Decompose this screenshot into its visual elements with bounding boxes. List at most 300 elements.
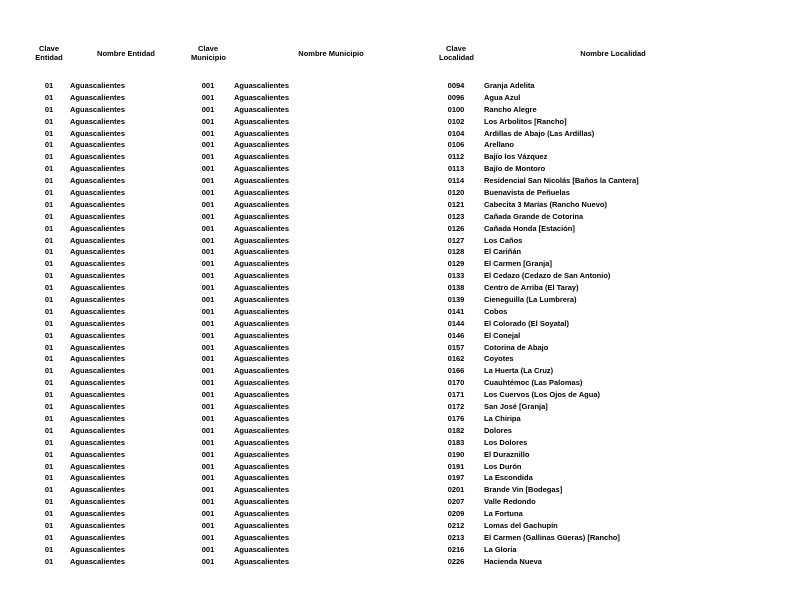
column-header-clave-localidad [434,44,478,62]
cell-nombre-localidad: Los Arbolitos [Rancho] [484,116,567,126]
cell-clave-entidad: 01 [44,259,54,269]
table-row [34,389,792,401]
cell-nombre-municipio: Aguascalientes [234,223,290,233]
table-row [34,508,792,520]
cell-clave-municipio: 001 [201,211,215,221]
table-row [34,520,792,532]
column-header-clave-municipio-label: Clave Municipio [191,44,226,62]
column-header-nombre-entidad [64,49,188,58]
cell-nombre-entidad: Aguascalientes [70,509,126,519]
cell-nombre-localidad: La Huerta (La Cruz) [484,366,554,376]
cell-clave-municipio: 001 [201,342,215,352]
cell-nombre-entidad: Aguascalientes [70,81,126,90]
cell-nombre-entidad: Aguascalientes [70,413,126,423]
cell-nombre-entidad: Aguascalientes [70,247,126,257]
column-header-nombre-entidad-label: Nombre Entidad [97,48,155,58]
cell-nombre-localidad: Valle Redondo [484,497,536,507]
cell-clave-municipio: 001 [201,425,215,435]
cell-clave-municipio: 001 [201,81,215,90]
cell-clave-localidad: 0191 [447,461,465,471]
cell-clave-municipio: 001 [201,461,215,471]
cell-nombre-municipio: Aguascalientes [234,509,290,519]
table-row [34,306,792,318]
cell-nombre-entidad: Aguascalientes [70,152,126,162]
cell-nombre-municipio: Aguascalientes [234,354,290,364]
cell-clave-municipio: 001 [201,140,215,150]
cell-clave-entidad: 01 [44,104,54,114]
cell-nombre-municipio: Aguascalientes [234,92,290,102]
cell-clave-localidad: 0201 [447,485,465,495]
cell-nombre-municipio: Aguascalientes [234,81,290,90]
table-row [34,365,792,377]
cell-clave-municipio: 001 [201,413,215,423]
cell-clave-entidad: 01 [44,342,54,352]
cell-clave-entidad: 01 [44,188,54,198]
cell-clave-localidad: 0212 [447,520,465,530]
cell-clave-municipio: 001 [201,223,215,233]
cell-clave-localidad: 0170 [447,378,465,388]
cell-nombre-municipio: Aguascalientes [234,306,290,316]
cell-clave-municipio: 001 [201,402,215,412]
cell-nombre-entidad: Aguascalientes [70,283,126,293]
cell-clave-localidad: 0126 [447,223,465,233]
cell-clave-localidad: 0213 [447,532,465,542]
cell-nombre-entidad: Aguascalientes [70,295,126,305]
cell-clave-municipio: 001 [201,390,215,400]
column-header-clave-entidad [34,44,64,62]
cell-clave-entidad: 01 [44,354,54,364]
cell-clave-municipio: 001 [201,330,215,340]
cell-clave-municipio: 001 [201,116,215,126]
cell-clave-municipio: 001 [201,366,215,376]
cell-clave-municipio: 001 [201,247,215,257]
table-row [34,128,792,140]
cell-nombre-localidad: El Carmen [Granja] [484,259,552,269]
cell-nombre-entidad: Aguascalientes [70,342,126,352]
cell-nombre-municipio: Aguascalientes [234,152,290,162]
cell-nombre-municipio: Aguascalientes [234,140,290,150]
table-row [34,461,792,473]
table-row [34,377,792,389]
cell-clave-municipio: 001 [201,509,215,519]
cell-nombre-localidad: Rancho Alegre [484,104,537,114]
cell-clave-localidad: 0166 [447,366,465,376]
cell-clave-entidad: 01 [44,520,54,530]
table-row [34,187,792,199]
cell-clave-entidad: 01 [44,544,54,554]
cell-nombre-municipio: Aguascalientes [234,497,290,507]
cell-clave-localidad: 0226 [447,556,465,566]
cell-clave-municipio: 001 [201,152,215,162]
cell-nombre-municipio: Aguascalientes [234,176,290,186]
table-row [34,92,792,104]
cell-nombre-localidad: Bajío de Montoro [484,164,546,174]
cell-nombre-municipio: Aguascalientes [234,485,290,495]
cell-clave-municipio: 001 [201,128,215,138]
cell-clave-entidad: 01 [44,425,54,435]
cell-nombre-entidad: Aguascalientes [70,437,126,447]
cell-nombre-localidad: El Cariñán [484,247,522,257]
cell-nombre-municipio: Aguascalientes [234,532,290,542]
cell-clave-municipio: 001 [201,306,215,316]
cell-clave-localidad: 0104 [447,128,465,138]
cell-nombre-localidad: El Duraznillo [484,449,530,459]
cell-clave-municipio: 001 [201,437,215,447]
table-row [34,104,792,116]
cell-nombre-municipio: Aguascalientes [234,164,290,174]
cell-clave-entidad: 01 [44,283,54,293]
cell-clave-localidad: 0128 [447,247,465,257]
cell-nombre-entidad: Aguascalientes [70,402,126,412]
cell-nombre-entidad: Aguascalientes [70,176,126,186]
cell-nombre-municipio: Aguascalientes [234,402,290,412]
cell-nombre-municipio: Aguascalientes [234,271,290,281]
cell-clave-localidad: 0146 [447,330,465,340]
cell-nombre-localidad: Cañada Grande de Cotorina [484,211,584,221]
table-row [34,449,792,461]
cell-nombre-municipio: Aguascalientes [234,473,290,483]
cell-nombre-localidad: Los Cuervos (Los Ojos de Agua) [484,390,600,400]
cell-clave-entidad: 01 [44,247,54,257]
cell-clave-entidad: 01 [44,402,54,412]
table-row [34,211,792,223]
table-row [34,199,792,211]
cell-clave-localidad: 0114 [447,176,465,186]
cell-clave-entidad: 01 [44,223,54,233]
cell-nombre-entidad: Aguascalientes [70,271,126,281]
cell-nombre-municipio: Aguascalientes [234,449,290,459]
cell-nombre-entidad: Aguascalientes [70,520,126,530]
cell-nombre-entidad: Aguascalientes [70,366,126,376]
cell-clave-localidad: 0144 [447,318,465,328]
table-header-row [34,40,792,66]
cell-nombre-localidad: Centro de Arriba (El Taray) [484,283,579,293]
cell-clave-localidad: 0182 [447,425,465,435]
cell-clave-localidad: 0176 [447,413,465,423]
cell-nombre-municipio: Aguascalientes [234,295,290,305]
cell-nombre-localidad: Cuauhtémoc (Las Palomas) [484,378,583,388]
cell-nombre-localidad: La Gloria [484,544,517,554]
cell-nombre-municipio: Aguascalientes [234,259,290,269]
column-header-clave-localidad-label: Clave Localidad [439,44,475,62]
cell-clave-municipio: 001 [201,354,215,364]
cell-clave-entidad: 01 [44,449,54,459]
cell-clave-entidad: 01 [44,92,54,102]
cell-nombre-entidad: Aguascalientes [70,425,126,435]
cell-clave-localidad: 0123 [447,211,465,221]
table-row [34,472,792,484]
cell-clave-entidad: 01 [44,473,54,483]
cell-clave-municipio: 001 [201,235,215,245]
cell-nombre-localidad: Arellano [484,140,515,150]
cell-nombre-entidad: Aguascalientes [70,199,126,209]
table-rows [34,80,792,568]
cell-nombre-localidad: Cabecita 3 Marías (Rancho Nuevo) [484,199,607,209]
cell-nombre-municipio: Aguascalientes [234,128,290,138]
cell-clave-entidad: 01 [44,413,54,423]
cell-nombre-entidad: Aguascalientes [70,354,126,364]
cell-nombre-localidad: Residencial San Nicolás [Baños la Cantera] [484,176,639,186]
cell-nombre-entidad: Aguascalientes [70,92,126,102]
table-row [34,484,792,496]
cell-clave-localidad: 0120 [447,188,465,198]
cell-nombre-entidad: Aguascalientes [70,532,126,542]
cell-nombre-entidad: Aguascalientes [70,390,126,400]
cell-clave-municipio: 001 [201,104,215,114]
table-row [34,116,792,128]
column-header-nombre-localidad-label: Nombre Localidad [580,48,646,58]
cell-nombre-localidad: Ardillas de Abajo (Las Ardillas) [484,128,595,138]
cell-clave-localidad: 0183 [447,437,465,447]
cell-nombre-localidad: Cobos [484,306,508,316]
table-row [34,353,792,365]
cell-clave-entidad: 01 [44,176,54,186]
cell-clave-entidad: 01 [44,509,54,519]
cell-nombre-municipio: Aguascalientes [234,461,290,471]
cell-clave-municipio: 001 [201,283,215,293]
cell-clave-entidad: 01 [44,199,54,209]
cell-nombre-localidad: Cañada Honda [Estación] [484,223,575,233]
cell-nombre-localidad: Dolores [484,425,512,435]
table-row [34,425,792,437]
table-row [34,496,792,508]
table-row [34,413,792,425]
cell-clave-localidad: 0190 [447,449,465,459]
cell-nombre-entidad: Aguascalientes [70,378,126,388]
table-row [34,294,792,306]
table-row [34,163,792,175]
cell-nombre-localidad: Los Caños [484,235,523,245]
cell-clave-entidad: 01 [44,128,54,138]
cell-clave-localidad: 0141 [447,306,465,316]
cell-nombre-entidad: Aguascalientes [70,449,126,459]
cell-clave-municipio: 001 [201,378,215,388]
cell-clave-entidad: 01 [44,164,54,174]
cell-nombre-localidad: El Conejal [484,330,521,340]
cell-nombre-entidad: Aguascalientes [70,235,126,245]
cell-nombre-localidad: El Colorado (El Soyatal) [484,318,570,328]
table-row [34,544,792,556]
cell-clave-municipio: 001 [201,497,215,507]
column-header-clave-entidad-label: Clave Entidad [35,44,63,62]
cell-nombre-localidad: Los Durón [484,461,522,471]
cell-clave-municipio: 001 [201,199,215,209]
cell-clave-entidad: 01 [44,532,54,542]
cell-nombre-entidad: Aguascalientes [70,485,126,495]
cell-clave-localidad: 0106 [447,140,465,150]
cell-nombre-localidad: Cieneguilla (La Lumbrera) [484,295,577,305]
cell-nombre-entidad: Aguascalientes [70,306,126,316]
cell-nombre-municipio: Aguascalientes [234,188,290,198]
cell-clave-localidad: 0139 [447,295,465,305]
table-row [34,175,792,187]
cell-clave-entidad: 01 [44,211,54,221]
cell-nombre-entidad: Aguascalientes [70,473,126,483]
cell-nombre-entidad: Aguascalientes [70,461,126,471]
cell-clave-entidad: 01 [44,318,54,328]
cell-clave-entidad: 01 [44,378,54,388]
cell-clave-entidad: 01 [44,152,54,162]
cell-nombre-municipio: Aguascalientes [234,283,290,293]
cell-clave-entidad: 01 [44,116,54,126]
cell-clave-entidad: 01 [44,140,54,150]
cell-clave-localidad: 0209 [447,509,465,519]
cell-clave-localidad: 0207 [447,497,465,507]
column-header-clave-municipio [188,44,228,62]
cell-nombre-municipio: Aguascalientes [234,520,290,530]
cell-nombre-localidad: Hacienda Nueva [484,556,542,566]
cell-nombre-localidad: El Cedazo (Cedazo de San Antonio) [484,271,611,281]
column-header-nombre-municipio [228,49,434,58]
cell-clave-localidad: 0112 [447,152,465,162]
cell-nombre-localidad: Brande Vin [Bodegas] [484,485,563,495]
cell-clave-localidad: 0127 [447,235,465,245]
cell-clave-localidad: 0138 [447,283,465,293]
cell-clave-municipio: 001 [201,188,215,198]
table-row [34,258,792,270]
cell-nombre-entidad: Aguascalientes [70,544,126,554]
cell-clave-entidad: 01 [44,461,54,471]
cell-clave-localidad: 0157 [447,342,465,352]
cell-nombre-entidad: Aguascalientes [70,556,126,566]
cell-nombre-municipio: Aguascalientes [234,104,290,114]
cell-nombre-entidad: Aguascalientes [70,140,126,150]
cell-clave-localidad: 0096 [447,92,465,102]
cell-nombre-municipio: Aguascalientes [234,235,290,245]
cell-nombre-municipio: Aguascalientes [234,199,290,209]
cell-nombre-municipio: Aguascalientes [234,366,290,376]
column-header-nombre-municipio-label: Nombre Municipio [298,48,364,58]
cell-nombre-municipio: Aguascalientes [234,116,290,126]
table-row [34,437,792,449]
table-row [34,246,792,258]
cell-clave-municipio: 001 [201,449,215,459]
cell-nombre-localidad: Cotorina de Abajo [484,342,549,352]
cell-clave-localidad: 0133 [447,271,465,281]
cell-nombre-entidad: Aguascalientes [70,104,126,114]
column-header-nombre-localidad [478,49,748,58]
cell-clave-entidad: 01 [44,330,54,340]
cell-clave-localidad: 0129 [447,259,465,269]
cell-clave-entidad: 01 [44,390,54,400]
cell-clave-localidad: 0216 [447,544,465,554]
cell-clave-localidad: 0162 [447,354,465,364]
cell-clave-entidad: 01 [44,366,54,376]
cell-clave-localidad: 0121 [447,199,465,209]
cell-nombre-municipio: Aguascalientes [234,247,290,257]
cell-nombre-municipio: Aguascalientes [234,544,290,554]
cell-nombre-localidad: Lomas del Gachupín [484,520,558,530]
cell-nombre-municipio: Aguascalientes [234,390,290,400]
cell-clave-localidad: 0172 [447,402,465,412]
cell-nombre-localidad: Agua Azul [484,92,521,102]
table-row [34,556,792,568]
cell-nombre-entidad: Aguascalientes [70,330,126,340]
cell-nombre-municipio: Aguascalientes [234,318,290,328]
cell-clave-municipio: 001 [201,532,215,542]
cell-clave-municipio: 001 [201,556,215,566]
cell-nombre-localidad: Buenavista de Peñuelas [484,188,570,198]
table-row [34,151,792,163]
cell-clave-entidad: 01 [44,306,54,316]
cell-clave-localidad: 0094 [447,81,465,90]
cell-clave-municipio: 001 [201,544,215,554]
cell-nombre-localidad: Los Dolores [484,437,528,447]
cell-nombre-localidad: San José [Granja] [484,402,548,412]
table-row [34,318,792,330]
cell-clave-municipio: 001 [201,164,215,174]
cell-nombre-municipio: Aguascalientes [234,413,290,423]
cell-nombre-entidad: Aguascalientes [70,223,126,233]
cell-clave-municipio: 001 [201,473,215,483]
cell-nombre-entidad: Aguascalientes [70,164,126,174]
cell-clave-localidad: 0113 [447,164,465,174]
table-row [34,532,792,544]
cell-clave-entidad: 01 [44,485,54,495]
cell-clave-entidad: 01 [44,295,54,305]
cell-nombre-municipio: Aguascalientes [234,342,290,352]
table-row [34,330,792,342]
cell-nombre-localidad: La Escondida [484,473,533,483]
cell-clave-municipio: 001 [201,271,215,281]
cell-clave-municipio: 001 [201,92,215,102]
cell-nombre-entidad: Aguascalientes [70,497,126,507]
cell-nombre-localidad: La Fortuna [484,509,523,519]
cell-nombre-municipio: Aguascalientes [234,330,290,340]
cell-nombre-localidad: Granja Adelita [484,81,535,90]
cell-nombre-entidad: Aguascalientes [70,116,126,126]
cell-nombre-localidad: El Carmen (Gallinas Güeras) [Rancho] [484,532,620,542]
cell-nombre-entidad: Aguascalientes [70,259,126,269]
cell-clave-entidad: 01 [44,437,54,447]
table-row [34,80,792,92]
cell-nombre-localidad: La Chiripa [484,413,521,423]
cell-nombre-entidad: Aguascalientes [70,128,126,138]
cell-clave-localidad: 0100 [447,104,465,114]
cell-nombre-municipio: Aguascalientes [234,556,290,566]
cell-nombre-municipio: Aguascalientes [234,378,290,388]
cell-clave-municipio: 001 [201,520,215,530]
cell-nombre-localidad: Bajío los Vázquez [484,152,548,162]
cell-nombre-municipio: Aguascalientes [234,211,290,221]
table-row [34,235,792,247]
cell-clave-entidad: 01 [44,497,54,507]
table-row [34,401,792,413]
cell-clave-municipio: 001 [201,295,215,305]
cell-nombre-localidad: Coyotes [484,354,514,364]
cell-clave-municipio: 001 [201,259,215,269]
table-row [34,139,792,151]
cell-clave-localidad: 0197 [447,473,465,483]
cell-nombre-entidad: Aguascalientes [70,211,126,221]
cell-clave-municipio: 001 [201,318,215,328]
table-row [34,282,792,294]
cell-nombre-entidad: Aguascalientes [70,318,126,328]
table-row [34,270,792,282]
table-row [34,223,792,235]
cell-clave-entidad: 01 [44,271,54,281]
cell-nombre-municipio: Aguascalientes [234,425,290,435]
cell-clave-localidad: 0102 [447,116,465,126]
table-row [34,342,792,354]
cell-clave-municipio: 001 [201,176,215,186]
cell-clave-entidad: 01 [44,556,54,566]
cell-clave-municipio: 001 [201,485,215,495]
cell-nombre-municipio: Aguascalientes [234,437,290,447]
cell-clave-entidad: 01 [44,235,54,245]
cell-clave-localidad: 0171 [447,390,465,400]
cell-clave-entidad: 01 [44,81,54,90]
